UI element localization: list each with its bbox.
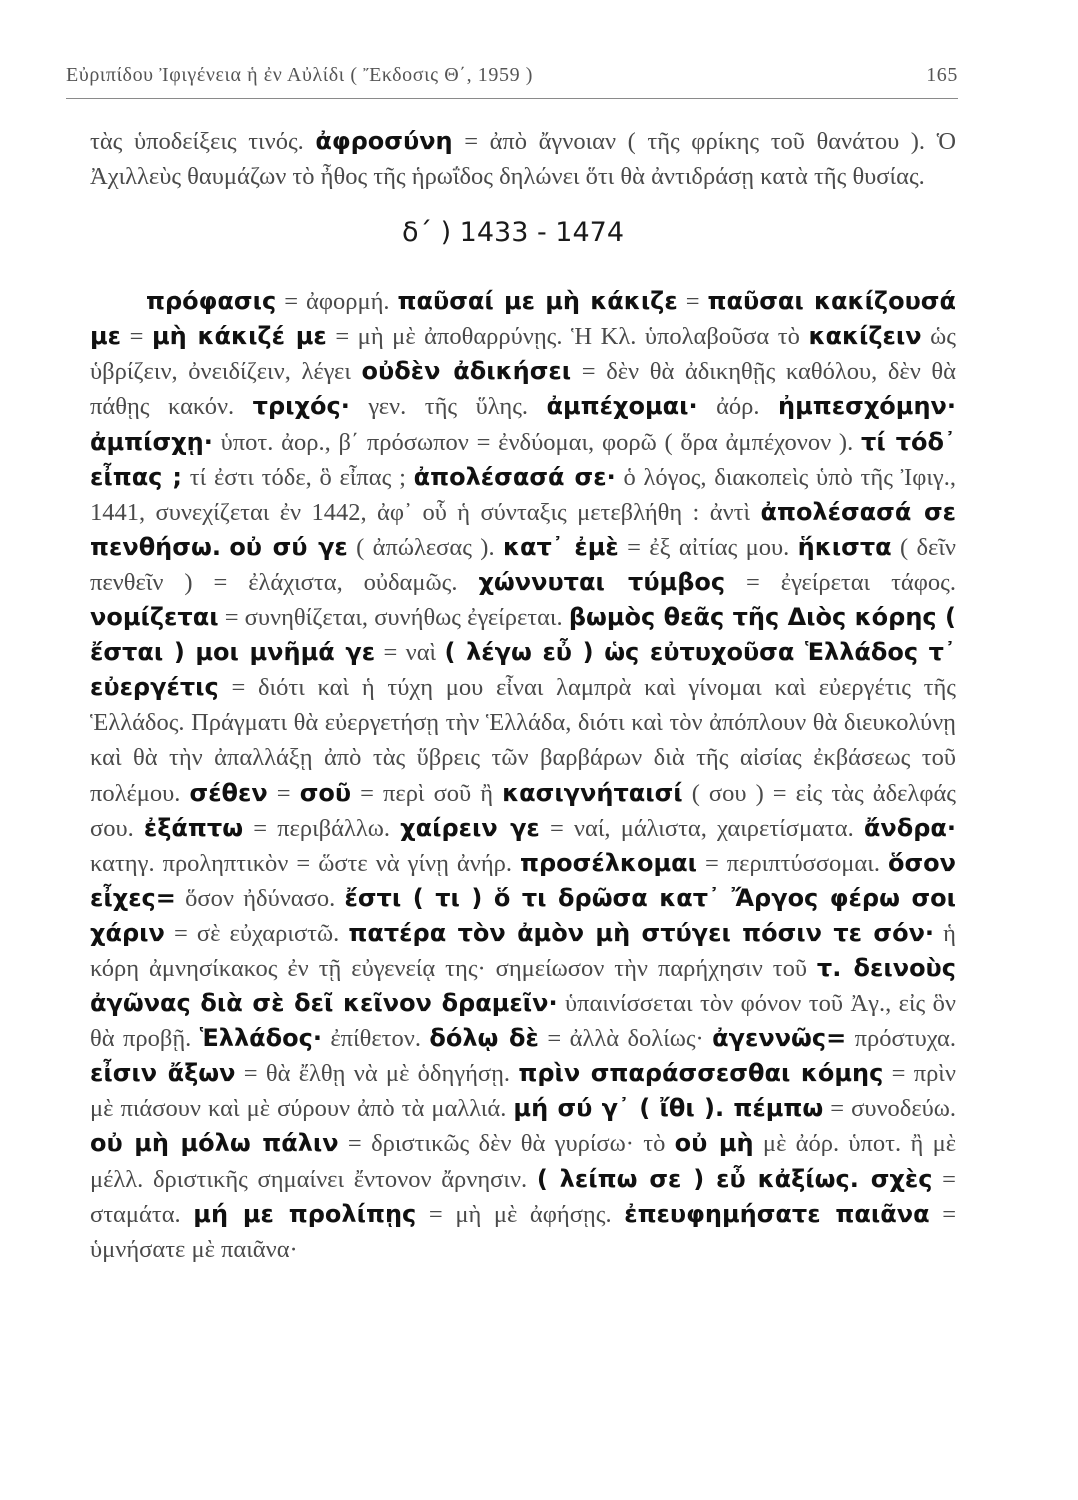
gloss-text: = σὲ εὐχαριστῶ. xyxy=(164,919,349,947)
lemma-term: ἐπευφημήσατε παιᾶνα xyxy=(624,1199,930,1228)
lemma-term: εἶσιν ἄξων xyxy=(90,1059,236,1088)
lemma-term: νομίζεται xyxy=(90,603,219,632)
lemma-term: ἠμπεσχόμην· ἀμπίσχῃ· xyxy=(90,392,956,456)
lemma-term: χαίρειν γε xyxy=(400,813,540,842)
lemma-term: δόλῳ δὲ xyxy=(429,1024,539,1053)
gloss-text: = συνοδεύω. xyxy=(823,1095,957,1123)
page-body xyxy=(90,124,956,1267)
gloss-text: ὑποτ. ἀορ., β΄ πρόσωπον = ἐνδύομαι, φορῶ ( ὅρα ἀμπέχονον ). xyxy=(212,428,862,456)
lemma-term: πρὶν σπαράσσεσθαι κόμης xyxy=(518,1059,884,1088)
gloss-text: τὰς ὑποδείξεις τινός. xyxy=(90,128,316,155)
gloss-text: = περιβάλλω. xyxy=(243,814,401,842)
lemma-term: χώννυται τύμβος xyxy=(478,567,726,596)
gloss-text: = μὴ μὲ ἀποθαρρύνῃς. Ἡ Κλ. ὑπολαβοῦσα τὸ xyxy=(326,323,809,351)
lemma-term: ἀγεννῶς= xyxy=(712,1024,847,1053)
gloss-text: κατηγ. προληπτικὸν = ὥστε νὰ γίνῃ ἀνήρ. xyxy=(90,849,521,877)
lemma-term: οὐ σύ γε xyxy=(229,532,348,561)
gloss-text: γεν. τῆς ὕλης. xyxy=(349,393,547,421)
lemma-term: ἀπολέσασά σε πενθήσω. xyxy=(90,497,956,561)
lemma-term: πατέρα τὸν ἀμὸν μὴ στύγει πόσιν τε σόν· xyxy=(348,918,935,947)
lemma-term: μὴ κάκιζέ με xyxy=(151,322,327,351)
gloss-text: = xyxy=(121,323,152,351)
lemma-term: ἔστι ( τι ) ὅ τι δρῶσα κατ᾽ Ἄργος φέρω σοι χάριν xyxy=(90,883,956,947)
gloss-text: = ἀλλὰ δολίως· xyxy=(538,1025,713,1053)
gloss-text: = ναὶ xyxy=(375,639,445,667)
gloss-text: ( σου ) = εἰς τὰς ἀδελφάς σου. xyxy=(90,779,956,842)
lemma-term: πρόφασις xyxy=(146,287,277,316)
gloss-text: = xyxy=(677,288,708,316)
running-header xyxy=(66,58,958,99)
lemma-term: ἀμπέχομαι· xyxy=(546,392,698,421)
lemma-term: ἐξάπτω xyxy=(143,813,244,842)
lemma-term: ἥκιστα xyxy=(797,532,892,561)
lemma-term: ἀπολέσασά σε· xyxy=(413,462,616,491)
gloss-text: ἀόρ. xyxy=(697,393,779,421)
gloss-text: ὁ λόγος, διακοπεὶς ὑπὸ τῆς Ἰφιγ., 1441, συνεχίζεται ἐν 1442, ἀφ᾽ οὗ ἡ σύνταξις μετεβλήθη : ἀντὶ xyxy=(90,463,957,526)
gloss-text: ( ἀπώλεσας ). xyxy=(347,533,503,561)
lemma-term: ( λέγω εὖ ) ὡς εὐτυχοῦσα Ἑλλάδος τ᾽ εὐεργέτις xyxy=(90,638,956,702)
section-heading: δ΄ ) 1433 - 1474 xyxy=(401,217,625,249)
lemma-term: σέθεν xyxy=(189,778,268,807)
gloss-text: = σταμάτα. xyxy=(90,1165,956,1228)
gloss-text: = ἀπὸ ἄγνοιαν ( τῆς φρίκης τοῦ θανάτου ). Ὁ Ἀχιλλεὺς θαυμάζων τὸ ἦθος τῆς ἡρωΐδος δηλώνει ὅτι θὰ ἀντιδράσῃ κατὰ τῆς θυσίας. xyxy=(90,128,956,191)
gloss-text: ἡ κόρη ἀμνησίκακος ἐν τῇ εὐγενείᾳ της· σημείωσον τὴν παρήχησιν τοῦ xyxy=(90,919,956,982)
lemma-term: σοῦ xyxy=(299,778,352,807)
lemma-term: τί τόδ᾽ εἶπας ; xyxy=(90,427,956,491)
gloss-text: = ἀφορμή. xyxy=(276,288,398,316)
gloss-text: ( δεῖν πενθεῖν ) = ἐλάχιστα, οὐδαμῶς. xyxy=(90,533,957,596)
lemma-term: μή με προλίπῃς xyxy=(193,1199,417,1228)
gloss-text: = πρὶν μὲ πιάσουν καὶ μὲ σύρουν ἀπὸ τὰ μαλλιά. xyxy=(90,1060,956,1123)
lemma-term: βωμὸς θεᾶς τῆς Διὸς κόρης ( ἔσται ) μοι μνῆμά γε xyxy=(90,603,956,667)
lemma-term: παῦσαι κακίζουσά με xyxy=(90,287,956,351)
lemma-term: μή σύ γ᾽ ( ἴθι ). πέμπω xyxy=(513,1094,824,1123)
running-title: Εὐριπίδου Ἰφιγένεια ἡ ἐν Αὐλίδι ( Ἔκδοσις Θ΄, 1959 ) xyxy=(66,64,534,86)
gloss-text: πρόστυχα. xyxy=(846,1025,957,1053)
gloss-text: = ἐξ αἰτίας μου. xyxy=(618,533,798,561)
lemma-term: ἀφροσύνη xyxy=(315,127,453,155)
lemma-term: προσέλκομαι xyxy=(520,848,697,877)
lemma-term: Ἑλλάδος· xyxy=(199,1024,322,1053)
gloss-text: = περιπτύσσομαι. xyxy=(696,849,888,877)
page-number: 165 xyxy=(926,64,958,86)
gloss-text: ὡς ὑβρίζειν, ὀνειδίζειν, λέγει xyxy=(90,323,957,386)
lemma-term: κασιγνήταισί xyxy=(502,778,683,807)
gloss-text: = μὴ μὲ ἀφήσῃς. xyxy=(416,1200,625,1228)
lemma-term: ( λείπω σε ) εὖ κἀξίως. σχὲς xyxy=(536,1164,933,1193)
gloss-text: = ἐγείρεται τάφος. xyxy=(725,568,956,596)
lemma-term: κατ᾽ ἐμὲ xyxy=(502,532,619,561)
gloss-text: μὲ ἀόρ. ὑποτ. ἢ μὲ μέλλ. δριστικῆς σημαίνει ἔντονον ἄρνησιν. xyxy=(90,1130,956,1193)
gloss-text: = περὶ σοῦ ἢ xyxy=(351,779,503,807)
lemma-term: ἄνδρα· xyxy=(863,813,956,842)
lemma-term: τ. δεινοὺς ἀγῶνας διὰ σὲ δεῖ κεῖνον δραμεῖν· xyxy=(90,953,956,1018)
commentary-paragraph xyxy=(90,284,956,1267)
lemma-term: τριχός· xyxy=(252,392,350,421)
gloss-text: = ναί, μάλιστα, χαιρετίσματα. xyxy=(539,814,864,842)
lemma-term: οὐδὲν ἀδικήσει xyxy=(361,357,572,386)
lemma-term: παῦσαί με μὴ κάκιζε xyxy=(397,287,678,316)
continuation-paragraph xyxy=(90,124,956,194)
lemma-term: κακίζειν xyxy=(808,322,922,351)
lemma-term: ὅσον εἶχες= xyxy=(90,848,956,912)
gloss-text: = δριστικῶς δὲν θὰ γυρίσω· τὸ xyxy=(338,1130,675,1158)
gloss-text: ἐπίθετον. xyxy=(321,1025,430,1053)
gloss-text: = δὲν θὰ ἀδικηθῇς καθόλου, δὲν θὰ πάθῃς κακόν. xyxy=(90,358,956,421)
gloss-text: τί ἐστι τόδε, ὃ εἶπας ; xyxy=(182,463,414,491)
gloss-text: = xyxy=(267,779,300,807)
gloss-text: ὅσον ἠδύνασο. xyxy=(175,884,345,912)
gloss-text: ὑπαινίσσεται τὸν φόνον τοῦ Ἀγ., εἰς ὃν θὰ προβῇ. xyxy=(90,990,956,1053)
gloss-text: = θὰ ἔλθῃ νὰ μὲ ὁδηγήσῃ. xyxy=(235,1060,519,1088)
gloss-text: = ὑμνήσατε μὲ παιᾶνα· xyxy=(90,1200,957,1263)
gloss-text: = συνηθίζεται, συνήθως ἐγείρεται. xyxy=(218,604,569,632)
lemma-term: οὐ μὴ xyxy=(674,1129,754,1158)
lemma-term: οὐ μὴ μόλω πάλιν xyxy=(90,1129,339,1158)
gloss-text: = διότι καὶ ἡ τύχη μου εἶναι λαμπρὰ καὶ γίνομαι καὶ εὐεργέτις τῆς Ἑλλάδος. Πράγματι θὰ εὐεργετήσῃ τὴν Ἑλλάδα, διότι καὶ τὸν ἀπόπλουν θὰ διευκολύνῃ καὶ θὰ τὴν ἀπαλλάξῃ ἀπὸ τὰς ὕβρεις τῶν βαρβάρων διὰ τῆς αἰσίας ἐκβάσεως τοῦ πολέμου. xyxy=(90,674,956,807)
